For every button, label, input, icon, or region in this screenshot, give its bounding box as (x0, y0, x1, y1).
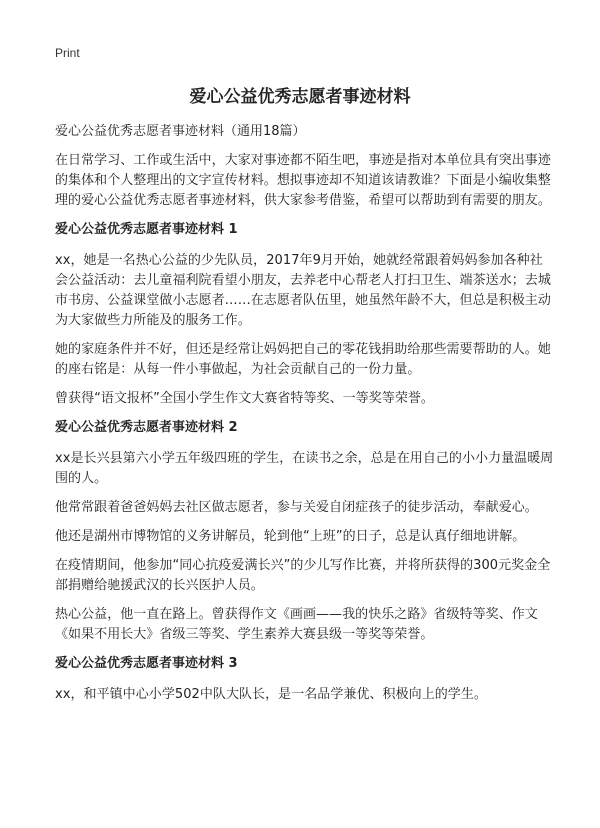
section-2-paragraph: 热心公益，他一直在路上。曾获得作文《画画——我的快乐之路》省级特等奖、作文《如果不用长大》省级三等奖、学生素养大赛县级一等奖等荣誉。 (55, 607, 538, 642)
section-2-paragraph: xx是长兴县第六小学五年级四班的学生，在读书之余，总是在用自己的小小力量温暖周围的人。 (55, 451, 554, 486)
section-2-paragraph: 他常常跟着爸爸妈妈去社区做志愿者，参与关爱自闭症孩子的徒步活动，奉献爱心。 (55, 500, 538, 515)
section-2-paragraph: 他还是湖州市博物馆的义务讲解员，轮到他“上班”的日子，总是认真仔细地讲解。 (55, 529, 526, 544)
print-link[interactable]: Print (55, 46, 80, 60)
intro-paragraph: 在日常学习、工作或生活中，大家对事迹都不陌生吧，事迹是指对本单位具有突出事迹的集体和个人整理出的文字宣传材料。想拟事迹却不知道该请教谁？下面是小编收集整理的爱心公益优秀志愿者事迹材料，供大家参考借鉴，希望可以帮助到有需要的朋友。 (55, 153, 551, 208)
section-2-paragraph: 在疫情期间，他参加“同心抗疫爱满长兴”的少儿写作比赛，并将所获得的300元奖金全部捐赠给驰援武汉的长兴医护人员。 (55, 558, 551, 593)
section-1-paragraph: xx，她是一名热心公益的少先队员，2017年9月开始，她就经常跟着妈妈参加各种社会公益活动：去儿童福利院看望小朋友，去养老中心帮老人打扫卫生、端茶送水；去城市书房、公益课堂做小志愿者……在志愿者队伍里，她虽然年龄不大，但总是积极主动为大家做些力所能及的服务工作。 (55, 253, 551, 328)
section-3-paragraph: xx，和平镇中心小学502中队大队长，是一名品学兼优、积极向上的学生。 (55, 687, 487, 702)
document-subtitle: 爱心公益优秀志愿者事迹材料（通用18篇） (55, 124, 306, 139)
page-title: 爱心公益优秀志愿者事迹材料 (189, 87, 411, 107)
section-1-heading: 爱心公益优秀志愿者事迹材料 1 (55, 222, 238, 237)
section-2-heading: 爱心公益优秀志愿者事迹材料 2 (55, 420, 238, 435)
section-3-heading: 爱心公益优秀志愿者事迹材料 3 (55, 656, 238, 671)
section-1-paragraph: 她的家庭条件并不好，但还是经常让妈妈把自己的零花钱捐助给那些需要帮助的人。她的座右铭是：从每一件小事做起，为社会贡献自己的一份力量。 (55, 342, 551, 377)
section-1-paragraph: 曾获得“语文报杯”全国小学生作文大赛省特等奖、一等奖等荣誉。 (55, 391, 434, 406)
article-body (55, 122, 555, 714)
